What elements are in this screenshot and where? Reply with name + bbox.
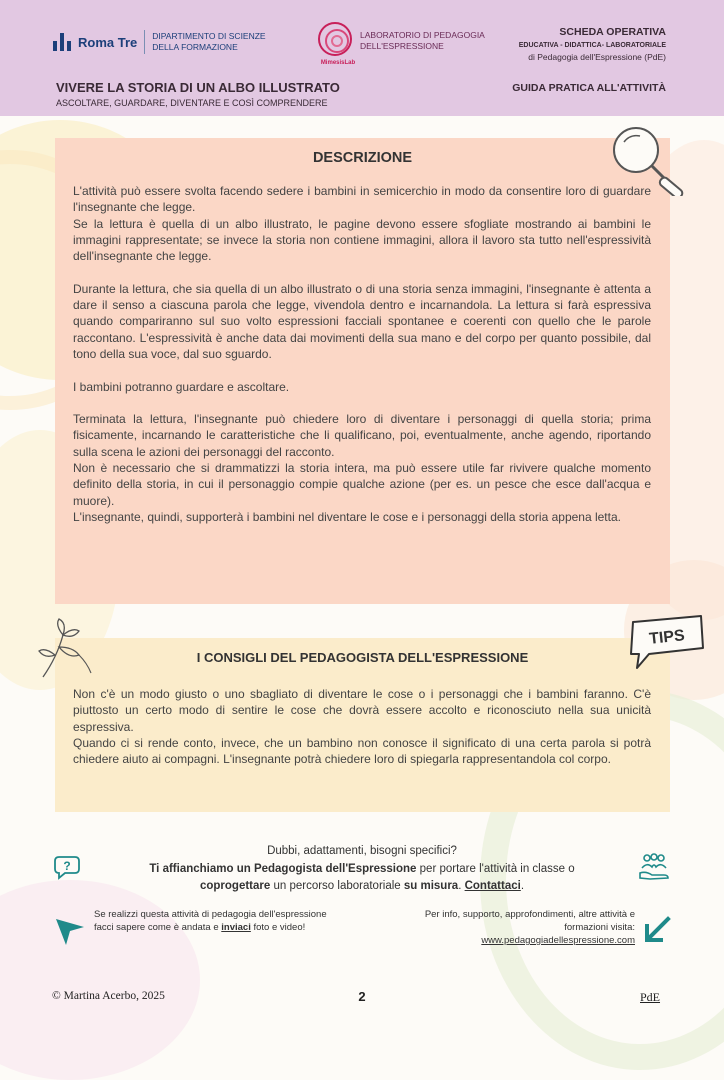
description-body (73, 183, 651, 525)
chat-question-icon (53, 853, 81, 881)
down-left-arrow-icon (643, 916, 671, 944)
pde-footer-mark: PdE (640, 990, 661, 1004)
roma-tre-logo (52, 30, 292, 54)
department-name: DIPARTIMENTO DI SCIENZE DELLA FORMAZIONE (152, 31, 266, 52)
lab-logo-text: MimesisLab (320, 60, 356, 66)
website-link[interactable]: www.pedagogiadellespressione.com (481, 935, 635, 946)
page-header (0, 0, 724, 116)
description-card (55, 138, 670, 604)
send-link[interactable]: inviaci (221, 922, 251, 933)
cta-question: Dubbi, adattamenti, bisogni specifici? (267, 845, 457, 857)
description-paragraph: I bambini potranno guardare e ascoltare. (73, 379, 290, 394)
tips-bubble-icon (625, 612, 707, 672)
scheda-subtitle: EDUCATIVA - DIDATTICA- LABORATORIALE (518, 42, 666, 49)
cta-text: un percorso laboratoriale (270, 880, 404, 892)
tips-paragraph: Quando ci si rende conto, invece, che un bambino non conosce il significato di una certa parola si potrà chiedere aiuto ai compagni. L'insegnante potrà chiedere loro di spiegarla rappresentandola col corpo. (73, 735, 651, 767)
page-number: 2 (358, 989, 366, 1004)
description-heading: DESCRIZIONE (312, 150, 413, 166)
cta-bold: Ti affianchiamo un Pedagogista dell'Espressione (149, 863, 417, 875)
cta-text: . (458, 880, 465, 892)
svg-text:?: ? (63, 859, 71, 873)
description-paragraph: Terminata la lettura, l'insegnante può chiedere loro di diventare i personaggi di quella storia; prima fisicamente, incarnando le caratteristiche che li qualificano, poi, eventualmente, anche agendo, riportando sulla scena le azioni dei personaggi del racconto. (73, 412, 651, 459)
cta-text: . (520, 880, 525, 892)
copyright: © Martina Acerbo, 2025 (52, 990, 165, 1002)
contact-link[interactable]: Contattaci (464, 880, 521, 892)
send-text: Se realizzi questa attività di pedagogia dell'espressione facci sapere come è andata e inviaci foto e video! (94, 909, 327, 933)
description-paragraph: L'attività può essere svolta facendo sedere i bambini in semicerchio in modo da consentire loro di guardare l'insegnante che legge. (73, 184, 651, 215)
send-arrow-icon (55, 916, 85, 946)
tips-card (55, 638, 670, 812)
description-paragraph: Non è necessario che si drammatizzi la storia intera, ma può essere utile far rivivere qualche momento definito della storia, in cui il personaggio compie qualche azione (per es. un pesce che esce dall'acqua e muore). (73, 461, 651, 508)
description-paragraph: Se la lettura è quella di un albo illustrato, le pagine devono essere sfogliate mostrando ai bambini le immagini rappresentate; se invece la storia non contiene immagini, allora il lavoro sta tutto nell'espressività dell'insegnante che legge. (73, 216, 651, 264)
page-title: VIVERE LA STORIA DI UN ALBO ILLUSTRATO (56, 80, 340, 95)
scheda-block (519, 26, 666, 62)
rt-logo-icon (52, 33, 72, 51)
description-paragraph: Durante la lettura, che sia quella di un albo illustrato o di una storia senza immagini, l'insegnante è attenta a dare il senso a ciascuna parola che legge, vivendola dentro e incarnandola. La lettura si farà espressiva quando compariranno sul suo volto espressioni facciali spontanee e coerenti con quello che le parole raccontano. L'espressività è anche data dai movimenti della sua mano e del corpo per quanto possibile, dal tono della sua voce, dal suo sguardo. (73, 281, 651, 361)
magnifier-icon (604, 124, 694, 196)
tips-heading: I CONSIGLI DEL PEDAGOGISTA DELL'ESPRESSIONE (196, 650, 529, 665)
logo-divider (144, 30, 145, 54)
cta-text: per portare l'attività in classe o (416, 863, 575, 875)
flower-icon (33, 617, 95, 681)
info-text (395, 908, 635, 947)
lab-name: LABORATORIO DI PEDAGOGIA DELL'ESPRESSIONE (360, 30, 485, 51)
people-hand-icon (638, 853, 670, 881)
page-subtitle: ASCOLTARE, GUARDARE, DIVENTARE E COSÌ COMPRENDERE (56, 98, 328, 108)
pde-logo-icon (318, 22, 352, 56)
tips-body (73, 686, 651, 767)
cta-bold: su misura (403, 880, 459, 892)
cta-line-1 (0, 863, 724, 875)
description-paragraph: L'insegnante, quindi, supporterà i bambini nel diventare le cose e i personaggi della storia appena letta. (73, 509, 621, 524)
scheda-line: di Pedagogia dell'Espressione (PdE) (528, 52, 666, 62)
guide-label: GUIDA PRATICA ALL'ATTIVITÀ (512, 82, 666, 94)
tips-badge: TIPS (648, 627, 686, 648)
roma-tre-name: Roma Tre (78, 34, 138, 50)
tips-paragraph: Non c'è un modo giusto o uno sbagliato di diventare le cose o i personaggi che i bambini faranno. C'è piuttosto un certo modo di sentire le cose che dovrà essere accolto e riconosciuto nella sua unicità espressiva. (73, 687, 651, 734)
info-label: Per info, supporto, approfondimenti, altre attività e formazioni visita: (424, 909, 635, 933)
cta-line-2 (0, 880, 724, 892)
scheda-title: SCHEDA OPERATIVA (559, 26, 666, 38)
cta-bold: coprogettare (199, 880, 271, 892)
lab-logo (318, 20, 508, 70)
